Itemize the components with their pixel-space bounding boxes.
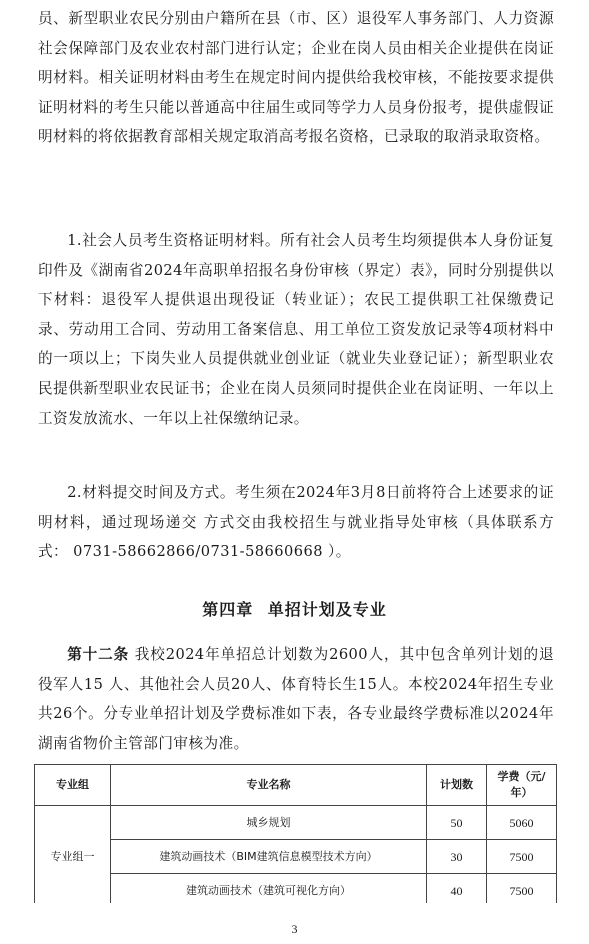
enrollment-plan-table (34, 764, 557, 908)
page-bottom-margin (0, 903, 589, 923)
article-text: 我校2024年单招总计划数为2600人，其中包含单列计划的退役军人15 人、其他社会人员20人、体育特长生15人。本校2024年招生专业共26个。分专业单招计划及学费标准如下表，各专业最终学费标准以2024年湖南省物价主管部门审核为准。 (38, 646, 554, 752)
page-number: 3 (291, 922, 298, 936)
table-row (35, 806, 557, 840)
paragraph-submission-method: 2.材料提交时间及方式。考生须在2024年3月8日前将符合上述要求的证明材料，通过现场递交 方式交由我校招生与就业指导处审核（具体联系方式： 0731-58662866/0731-58660668 ）。 (38, 484, 554, 561)
header-major-name: 专业名称 (111, 765, 427, 806)
major-name-cell: 城乡规划 (111, 806, 427, 840)
header-plan: 计划数 (427, 765, 487, 806)
chapter-number: 第四章 (202, 600, 254, 619)
fee-cell: 7500 (487, 840, 557, 874)
fee-cell: 5060 (487, 806, 557, 840)
paragraph-certification-rules: 员、新型职业农民分别由户籍所在县（市、区）退役军人事务部门、人力资源社会保障部门及农业农村部门进行认定；企业在岗人员由相关企业提供在岗证明材料。相关证明材料由考生在规定时间内提供给我校审核，不能按要求提供证明材料的考生只能以普通高中往届生或同等学力人员身份报考，提供虚假证明材料的将依据教育部相关规定取消高考报名资格，已录取的取消录取资格。 (38, 10, 554, 146)
fee-cell: 7500 (487, 874, 557, 908)
chapter-heading (0, 597, 589, 620)
header-fee: 学费（元/年） (487, 765, 557, 806)
plan-cell: 40 (427, 874, 487, 908)
major-name-cell: 建筑动画技术（BIM建筑信息模型技术方向） (111, 840, 427, 874)
paragraph-social-candidate-materials: 1.社会人员考生资格证明材料。所有社会人员考生均须提供本人身份证复印件及《湖南省2024年高职单招报名身份审核（界定）表》，同时分别提供以下材料：退役军人提供退出现役证（转业证）；农民工提供职工社保缴费记录、劳动用工合同、劳动用工备案信息、用工单位工资发放记录等4项材料中的一项以上；下岗失业人员提供就业创业证（就业失业登记证）；新型职业农民提供新型职业农民证书；企业在岗人员须同时提供企业在岗证明、一年以上工资发放流水、一年以上社保缴纳记录。 (38, 232, 554, 427)
table-header-row (35, 765, 557, 806)
group-cell: 专业组一 (35, 806, 111, 908)
chapter-title: 单招计划及专业 (267, 600, 387, 619)
table-row (35, 840, 557, 874)
plan-cell: 30 (427, 840, 487, 874)
article-label: 第十二条 (67, 646, 130, 663)
plan-cell: 50 (427, 806, 487, 840)
header-group: 专业组 (35, 765, 111, 806)
major-name-cell: 建筑动画技术（建筑可视化方向） (111, 874, 427, 908)
article-12 (38, 640, 554, 758)
